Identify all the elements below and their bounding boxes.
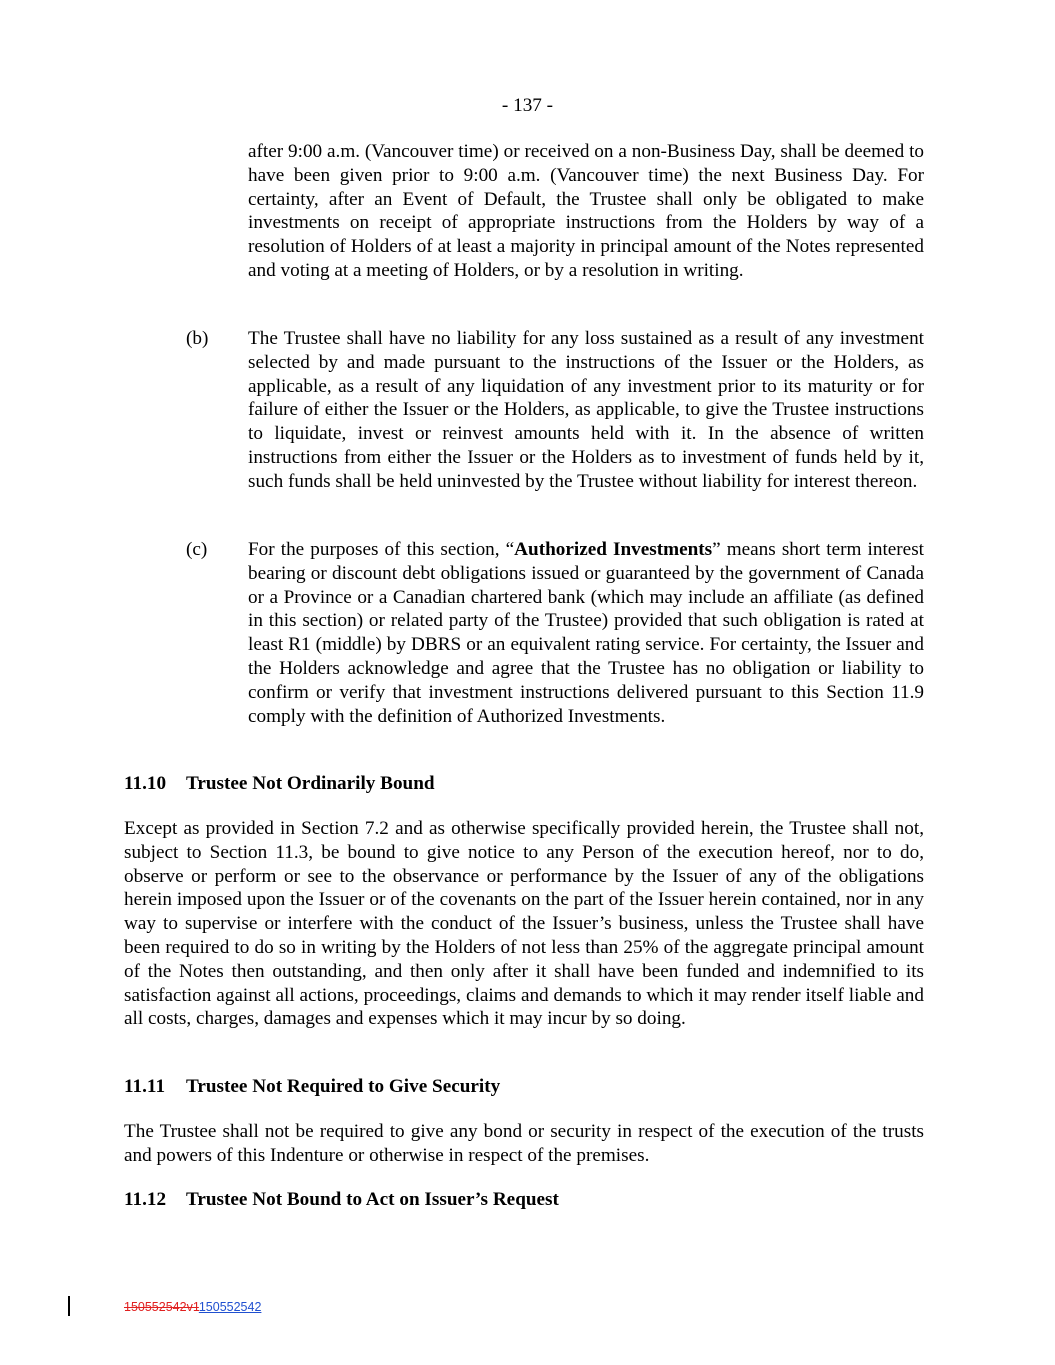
item-c-text-before: For the purposes of this section, “ <box>248 539 515 560</box>
section-11-12-title: Trustee Not Bound to Act on Issuer’s Request <box>186 1189 559 1210</box>
section-11-10-paragraph: Except as provided in Section 7.2 and as otherwise specifically provided herein, the Trustee shall not, subject to Section 11.3, be bound to give notice to any Person of the execution hereof, nor to do, observe or perform or see to the observance or performance by the Issuer of any of the obligations herein imposed upon the Issuer or of the covenants on the part of the Issuer herein contained, nor in any way to supervise or interfere with the conduct of the Issuer’s business, unless the Trustee shall have been required to do so in writing by the Holders of not less than 25% of the aggregate principal amount of the Notes then outstanding, and then only after it shall have been funded and indemnified to its satisfaction against all actions, proceedings, claims and demands to which it may render itself liable and all costs, charges, damages and expenses which it may incur by so doing. <box>124 818 924 1030</box>
page-number: - 137 - <box>501 95 554 116</box>
item-c-label: (c) <box>186 539 208 560</box>
defined-term-authorized-investments: Authorized Investments <box>514 539 713 560</box>
section-11-10-title: Trustee Not Ordinarily Bound <box>186 773 435 794</box>
change-bar <box>68 1296 70 1316</box>
item-b-label: (b) <box>186 328 209 349</box>
inserted-document-id: 150552542 <box>198 1300 262 1314</box>
section-11-11-number: 11.11 <box>124 1076 166 1097</box>
continuation-paragraph: after 9:00 a.m. (Vancouver time) or received on a non-Business Day, shall be deemed to have been given prior to 9:00 a.m. (Vancouver time) the next Business Day. For certainty, after an Event of Default, the Trustee shall only be obligated to make investments on receipt of appropriate instructions from the Holders by way of a resolution of Holders of at least a majority in principal amount of the Notes represented and voting at a meeting of Holders, or by a resolution in writing. <box>248 141 924 281</box>
document-id-footer <box>124 1299 261 1315</box>
section-11-12-number: 11.12 <box>124 1189 167 1210</box>
item-c-text-after: ” means short term interest bearing or discount debt obligations issued or guaranteed by the government of Canada or a Province or a Canadian chartered bank (which may include an affiliate (as defined in this section) or related party of the Trustee) provided that such obligation is rated at least R1 (middle) by DBRS or an equivalent rating service. For certainty, the Issuer and the Holders acknowledge and agree that the Trustee has no obligation or liability to confirm or verify that investment instructions delivered pursuant to this Section 11.9 comply with the definition of Authorized Investments. <box>248 539 924 727</box>
item-b-paragraph: The Trustee shall have no liability for any loss sustained as a result of any investment selected by and made pursuant to the instructions of the Issuer or the Holders, as applicable, as a result of any liquidation of any investment prior to its maturity or for failure of either the Issuer or the Holders, as applicable, to give the Trustee instructions to liquidate, invest or reinvest amounts held with it. In the absence of written instructions from either the Issuer or the Holders as to investment of funds held by it, such funds shall be held uninvested by the Trustee without liability for interest thereon. <box>248 328 924 492</box>
item-c-paragraph <box>248 538 924 728</box>
section-11-10-number: 11.10 <box>124 773 167 794</box>
section-11-12-heading <box>124 1188 559 1212</box>
section-11-10-heading <box>124 772 435 796</box>
section-11-11-title: Trustee Not Required to Give Security <box>186 1076 501 1097</box>
section-11-11-paragraph: The Trustee shall not be required to give any bond or security in respect of the execution of the trusts and powers of this Indenture or otherwise in respect of the premises. <box>124 1121 924 1166</box>
deleted-document-id: 150552542v1 <box>124 1300 199 1314</box>
section-11-11-heading <box>124 1075 500 1099</box>
